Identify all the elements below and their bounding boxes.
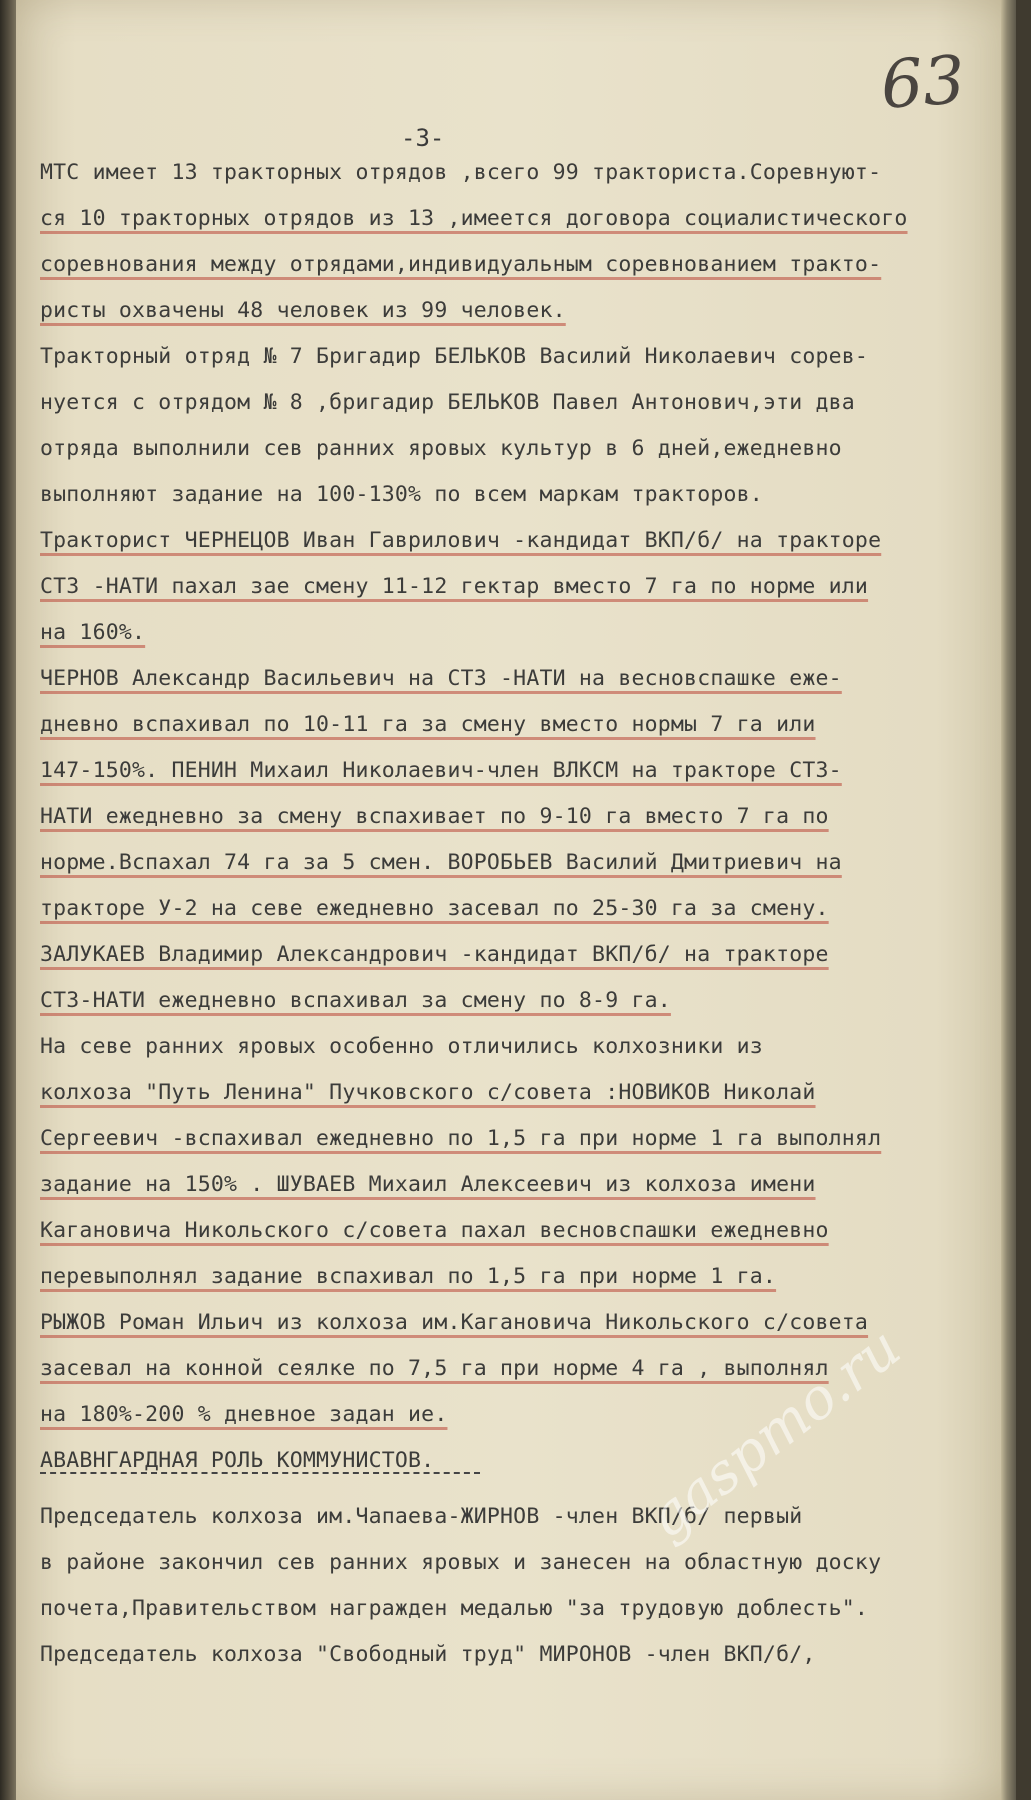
text-line bbox=[40, 656, 1020, 702]
text-line-content: СТЗ -НАТИ пахал зае смену 11-12 гектар вместо 7 га по норме или bbox=[40, 574, 869, 599]
text-line bbox=[40, 840, 1020, 886]
text-line bbox=[40, 794, 1020, 840]
text-line-content: на 160%. bbox=[40, 620, 146, 645]
text-line bbox=[40, 610, 1020, 656]
text-line-content: нуется с отрядом № 8 ,бригадир БЕЛЬКОВ Павел Антонович,эти два bbox=[40, 390, 855, 415]
binding-spine bbox=[0, 0, 16, 1800]
text-line bbox=[40, 932, 1020, 978]
section-heading-text: АВАВНГАРДНАЯ РОЛЬ КОММУНИСТОВ. bbox=[40, 1448, 435, 1473]
document-body bbox=[40, 150, 1020, 1678]
text-line-content: тракторе У-2 на севе ежедневно засевал по 25-30 га за смену. bbox=[40, 896, 829, 921]
text-line bbox=[40, 288, 1020, 334]
text-line-content: На севе ранних яровых особенно отличились колхозники из bbox=[40, 1034, 763, 1059]
folio-number: 63 bbox=[878, 41, 968, 124]
text-line-content: МТС имеет 13 тракторных отрядов ,всего 99 тракториста.Соревнуют- bbox=[40, 160, 882, 185]
text-line-content: РЫЖОВ Роман Ильич из колхоза им.Кагановича Никольского с/совета bbox=[40, 1310, 869, 1335]
watermark: gaspmo.ru bbox=[636, 1315, 913, 1552]
text-line-content: ристы охвачены 48 человек из 99 человек. bbox=[40, 298, 566, 323]
text-line bbox=[40, 150, 1020, 196]
text-line-content: отряда выполнили сев ранних яровых культур в 6 дней,ежедневно bbox=[40, 436, 842, 461]
text-line: в районе закончил сев ранних яровых и занесен на областную доску bbox=[40, 1550, 882, 1575]
text-line bbox=[40, 334, 1020, 380]
text-line-content: ЗАЛУКАЕВ Владимир Александрович -кандидат ВКП/б/ на тракторе bbox=[40, 942, 829, 967]
text-line bbox=[40, 702, 1020, 748]
text-line-content: выполняют задание на 100-130% по всем маркам тракторов. bbox=[40, 482, 763, 507]
page-number: -3- bbox=[401, 124, 445, 152]
text-line-content: Сергеевич -вспахивал ежедневно по 1,5 га при норме 1 га выполнял bbox=[40, 1126, 882, 1151]
text-line-content: 147-150%. ПЕНИН Михаил Николаевич-член ВЛКСМ на тракторе СТЗ- bbox=[40, 758, 842, 783]
text-line bbox=[40, 1024, 1020, 1070]
text-line bbox=[40, 1392, 1020, 1438]
text-line-content: норме.Вспахал 74 га за 5 смен. ВОРОБЬЕВ Василий Дмитриевич на bbox=[40, 850, 842, 875]
text-line-content: засевал на конной сеялке по 7,5 га при норме 4 га , выполнял bbox=[40, 1356, 829, 1381]
text-line: Председатель колхоза им.Чапаева-ЖИРНОВ -член ВКП/б/ первый bbox=[40, 1504, 803, 1529]
text-line-content: ЧЕРНОВ Александр Васильевич на СТЗ -НАТИ на весновспашке еже- bbox=[40, 666, 842, 691]
text-line bbox=[40, 1208, 1020, 1254]
text-line: Председатель колхоза "Свободный труд" МИРОНОВ -член ВКП/б/, bbox=[40, 1642, 816, 1667]
text-line bbox=[40, 1116, 1020, 1162]
text-line bbox=[40, 886, 1020, 932]
text-line-content: задание на 150% . ШУВАЕВ Михаил Алексеевич из колхоза имени bbox=[40, 1172, 816, 1197]
text-line-content: ся 10 тракторных отрядов из 13 ,имеется договора социалистического bbox=[40, 206, 908, 231]
text-line bbox=[40, 1254, 1020, 1300]
text-line bbox=[40, 978, 1020, 1024]
text-line bbox=[40, 242, 1020, 288]
text-line bbox=[40, 1162, 1020, 1208]
text-line-content: дневно вспахивал по 10-11 га за смену вместо нормы 7 га или bbox=[40, 712, 816, 737]
text-line-content: НАТИ ежедневно за смену вспахивает по 9-10 га вместо 7 га по bbox=[40, 804, 829, 829]
text-line-content: СТЗ-НАТИ ежедневно вспахивал за смену по 8-9 га. bbox=[40, 988, 671, 1013]
text-line-content: на 180%-200 % дневное задан ие. bbox=[40, 1402, 448, 1427]
text-line bbox=[40, 518, 1020, 564]
text-line-content: Тракторный отряд № 7 Бригадир БЕЛЬКОВ Василий Николаевич сорев- bbox=[40, 344, 869, 369]
text-line bbox=[40, 426, 1020, 472]
text-line bbox=[40, 472, 1020, 518]
text-line: почета,Правительством награжден медалью "за трудовую доблесть". bbox=[40, 1596, 869, 1621]
text-line-content: соревнования между отрядами,индивидуальным соревнованием тракто- bbox=[40, 252, 882, 277]
document-page bbox=[16, 0, 1016, 1800]
text-line bbox=[40, 196, 1020, 242]
text-line bbox=[40, 1070, 1020, 1116]
text-line-content: колхоза "Путь Ленина" Пучковского с/совета :НОВИКОВ Николай bbox=[40, 1080, 816, 1105]
text-line-content: перевыполнял задание вспахивал по 1,5 га при норме 1 га. bbox=[40, 1264, 777, 1289]
section-heading bbox=[40, 1438, 1020, 1484]
text-line-content: Кагановича Никольского с/совета пахал весновспашки ежедневно bbox=[40, 1218, 829, 1243]
text-line bbox=[40, 748, 1020, 794]
text-line-content: Тракторист ЧЕРНЕЦОВ Иван Гаврилович -кандидат ВКП/б/ на тракторе bbox=[40, 528, 882, 553]
text-line bbox=[40, 564, 1020, 610]
text-line bbox=[40, 380, 1020, 426]
